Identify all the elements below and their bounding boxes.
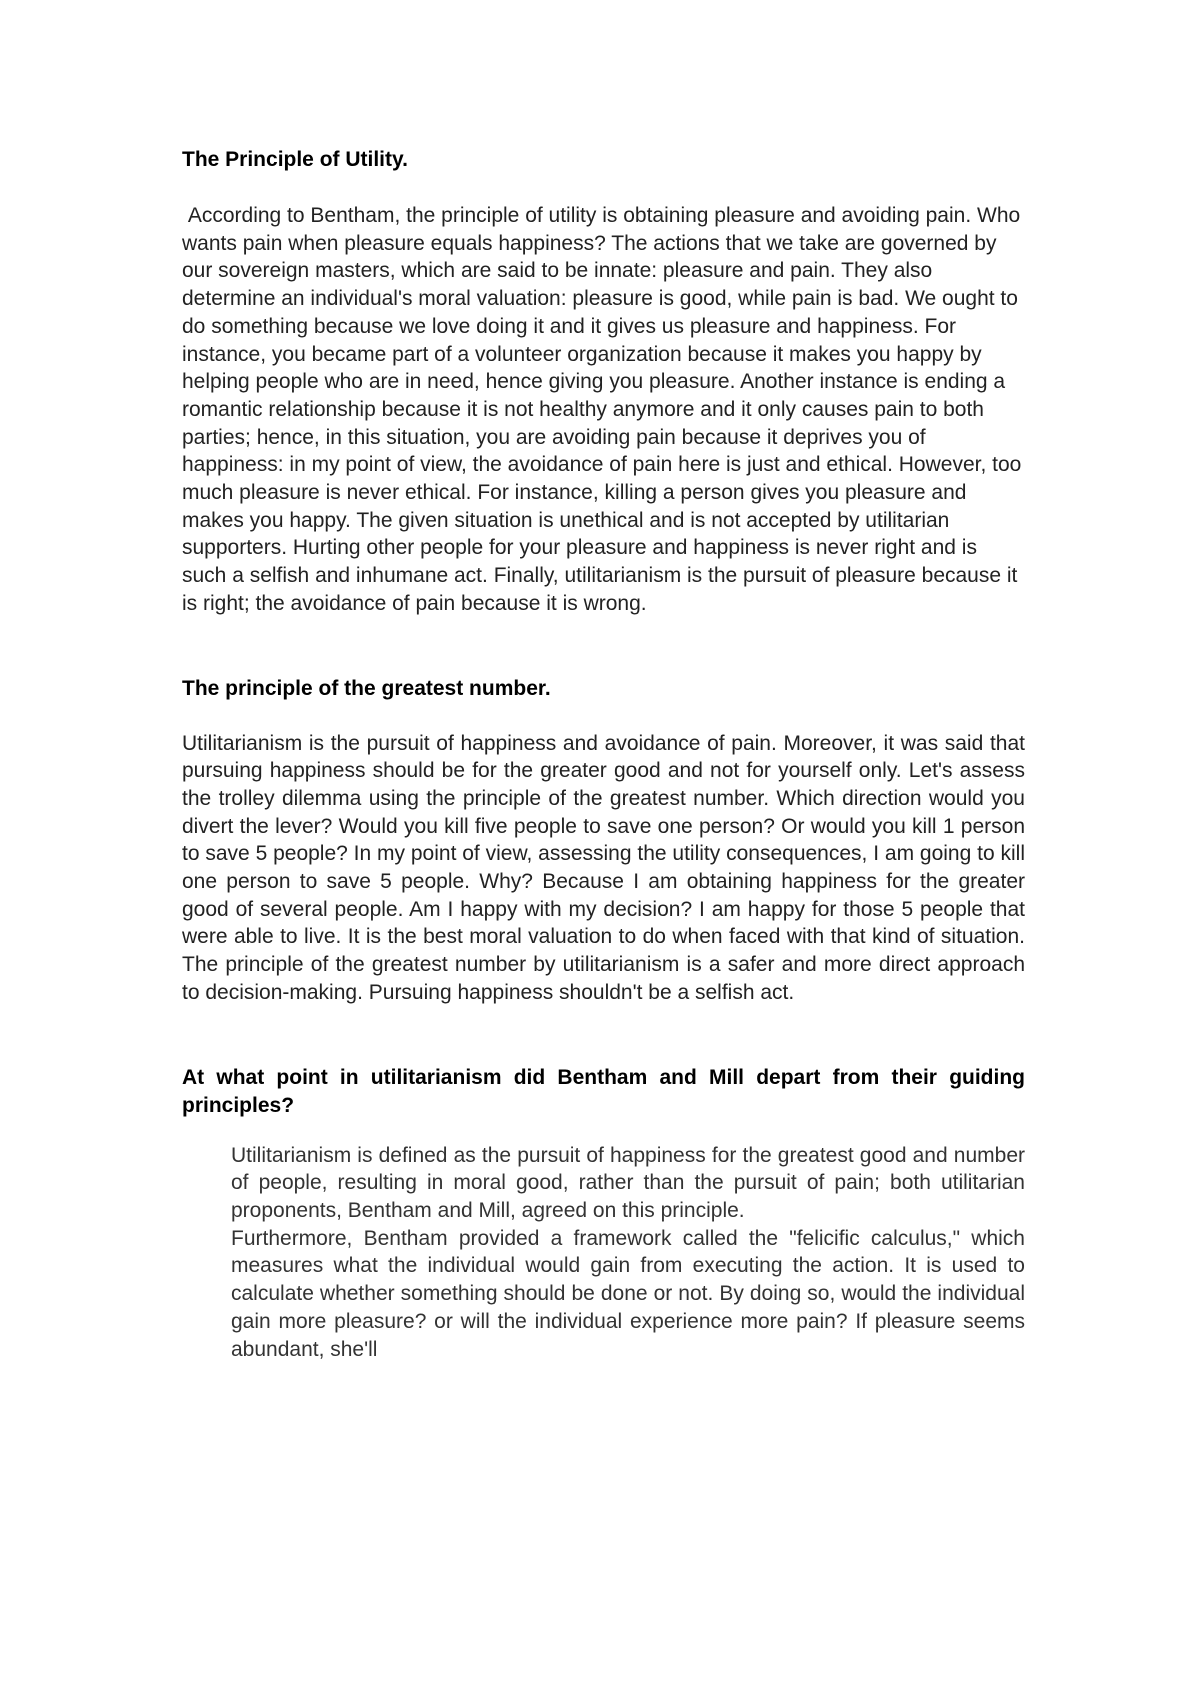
section-heading-greatest-number: The principle of the greatest number. xyxy=(182,676,551,700)
section-paragraph-felicific-calculus: Furthermore, Bentham provided a framework called the "felicific calculus," which measures what the individual would gain from executing the action. It is used to calculate whether something should be done or not. By doing so, would the individual gain more pleasure? or will the individual experience more pain? If pleasure seems abundant, she'll xyxy=(231,1226,1025,1361)
section-heading-bentham-mill-depart: At what point in utilitarianism did Bentham and Mill depart from their guiding principles? xyxy=(182,1065,1025,1117)
section-paragraph-greatest-number: Utilitarianism is the pursuit of happiness and avoidance of pain. Moreover, it was said that pursuing happiness should be for the greater good and not for yourself only. Let's assess the trolley dilemma using the principle of the greatest number. Which direction would you divert the lever? Would you kill five people to save one person? Or would you kill 1 person to save 5 people? In my point of view, assessing the utility consequences, I am going to kill one person to save 5 people. Why? Because I am obtaining happiness for the greater good of several people. Am I happy with my decision? I am happy for those 5 people that were able to live. It is the best moral valuation to do when faced with that kind of situation. The principle of the greatest number by utilitarianism is a safer and more direct approach to decision-making. Pursuing happiness shouldn't be a selfish act. xyxy=(182,731,1025,1004)
section-heading-principle-of-utility: The Principle of Utility. xyxy=(182,148,408,171)
section-paragraph-principle-of-utility: According to Bentham, the principle of utility is obtaining pleasure and avoiding pain. Who wants pain when pleasure equals happiness? The actions that we take are governed by our sovereign masters, which are said to be innate: pleasure and pain. They also determine an individual's moral valuation: pleasure is good, while pain is bad. We ought to do something because we love doing it and it gives us pleasure and happiness. For instance, you became part of a volunteer organization because it makes you happy by helping people who are in need, hence giving you pleasure. Another instance is ending a romantic relationship because it is not healthy anymore and it only causes pain to both parties; hence, in this situation, you are avoiding pain because it deprives you of happiness: in my point of view, the avoidance of pain here is just and ethical. However, too much pleasure is never ethical. For instance, killing a person gives you pleasure and makes you happy. The given situation is unethical and is not accepted by utilitarian supporters. Hurting other people for your pleasure and happiness is never right and is such a selfish and inhumane act. Finally, utilitarianism is the pursuit of pleasure because it is right; the avoidance of pain because it is wrong. xyxy=(182,204,1028,615)
document-body xyxy=(182,146,1028,1363)
indented-block xyxy=(231,1142,1025,1364)
section-paragraph-utilitarianism-defined: Utilitarianism is defined as the pursuit of happiness for the greatest good and number of people, resulting in moral good, rather than the pursuit of pain; both utilitarian proponents, Bentham and Mill, agreed on this principle. xyxy=(231,1143,1025,1222)
